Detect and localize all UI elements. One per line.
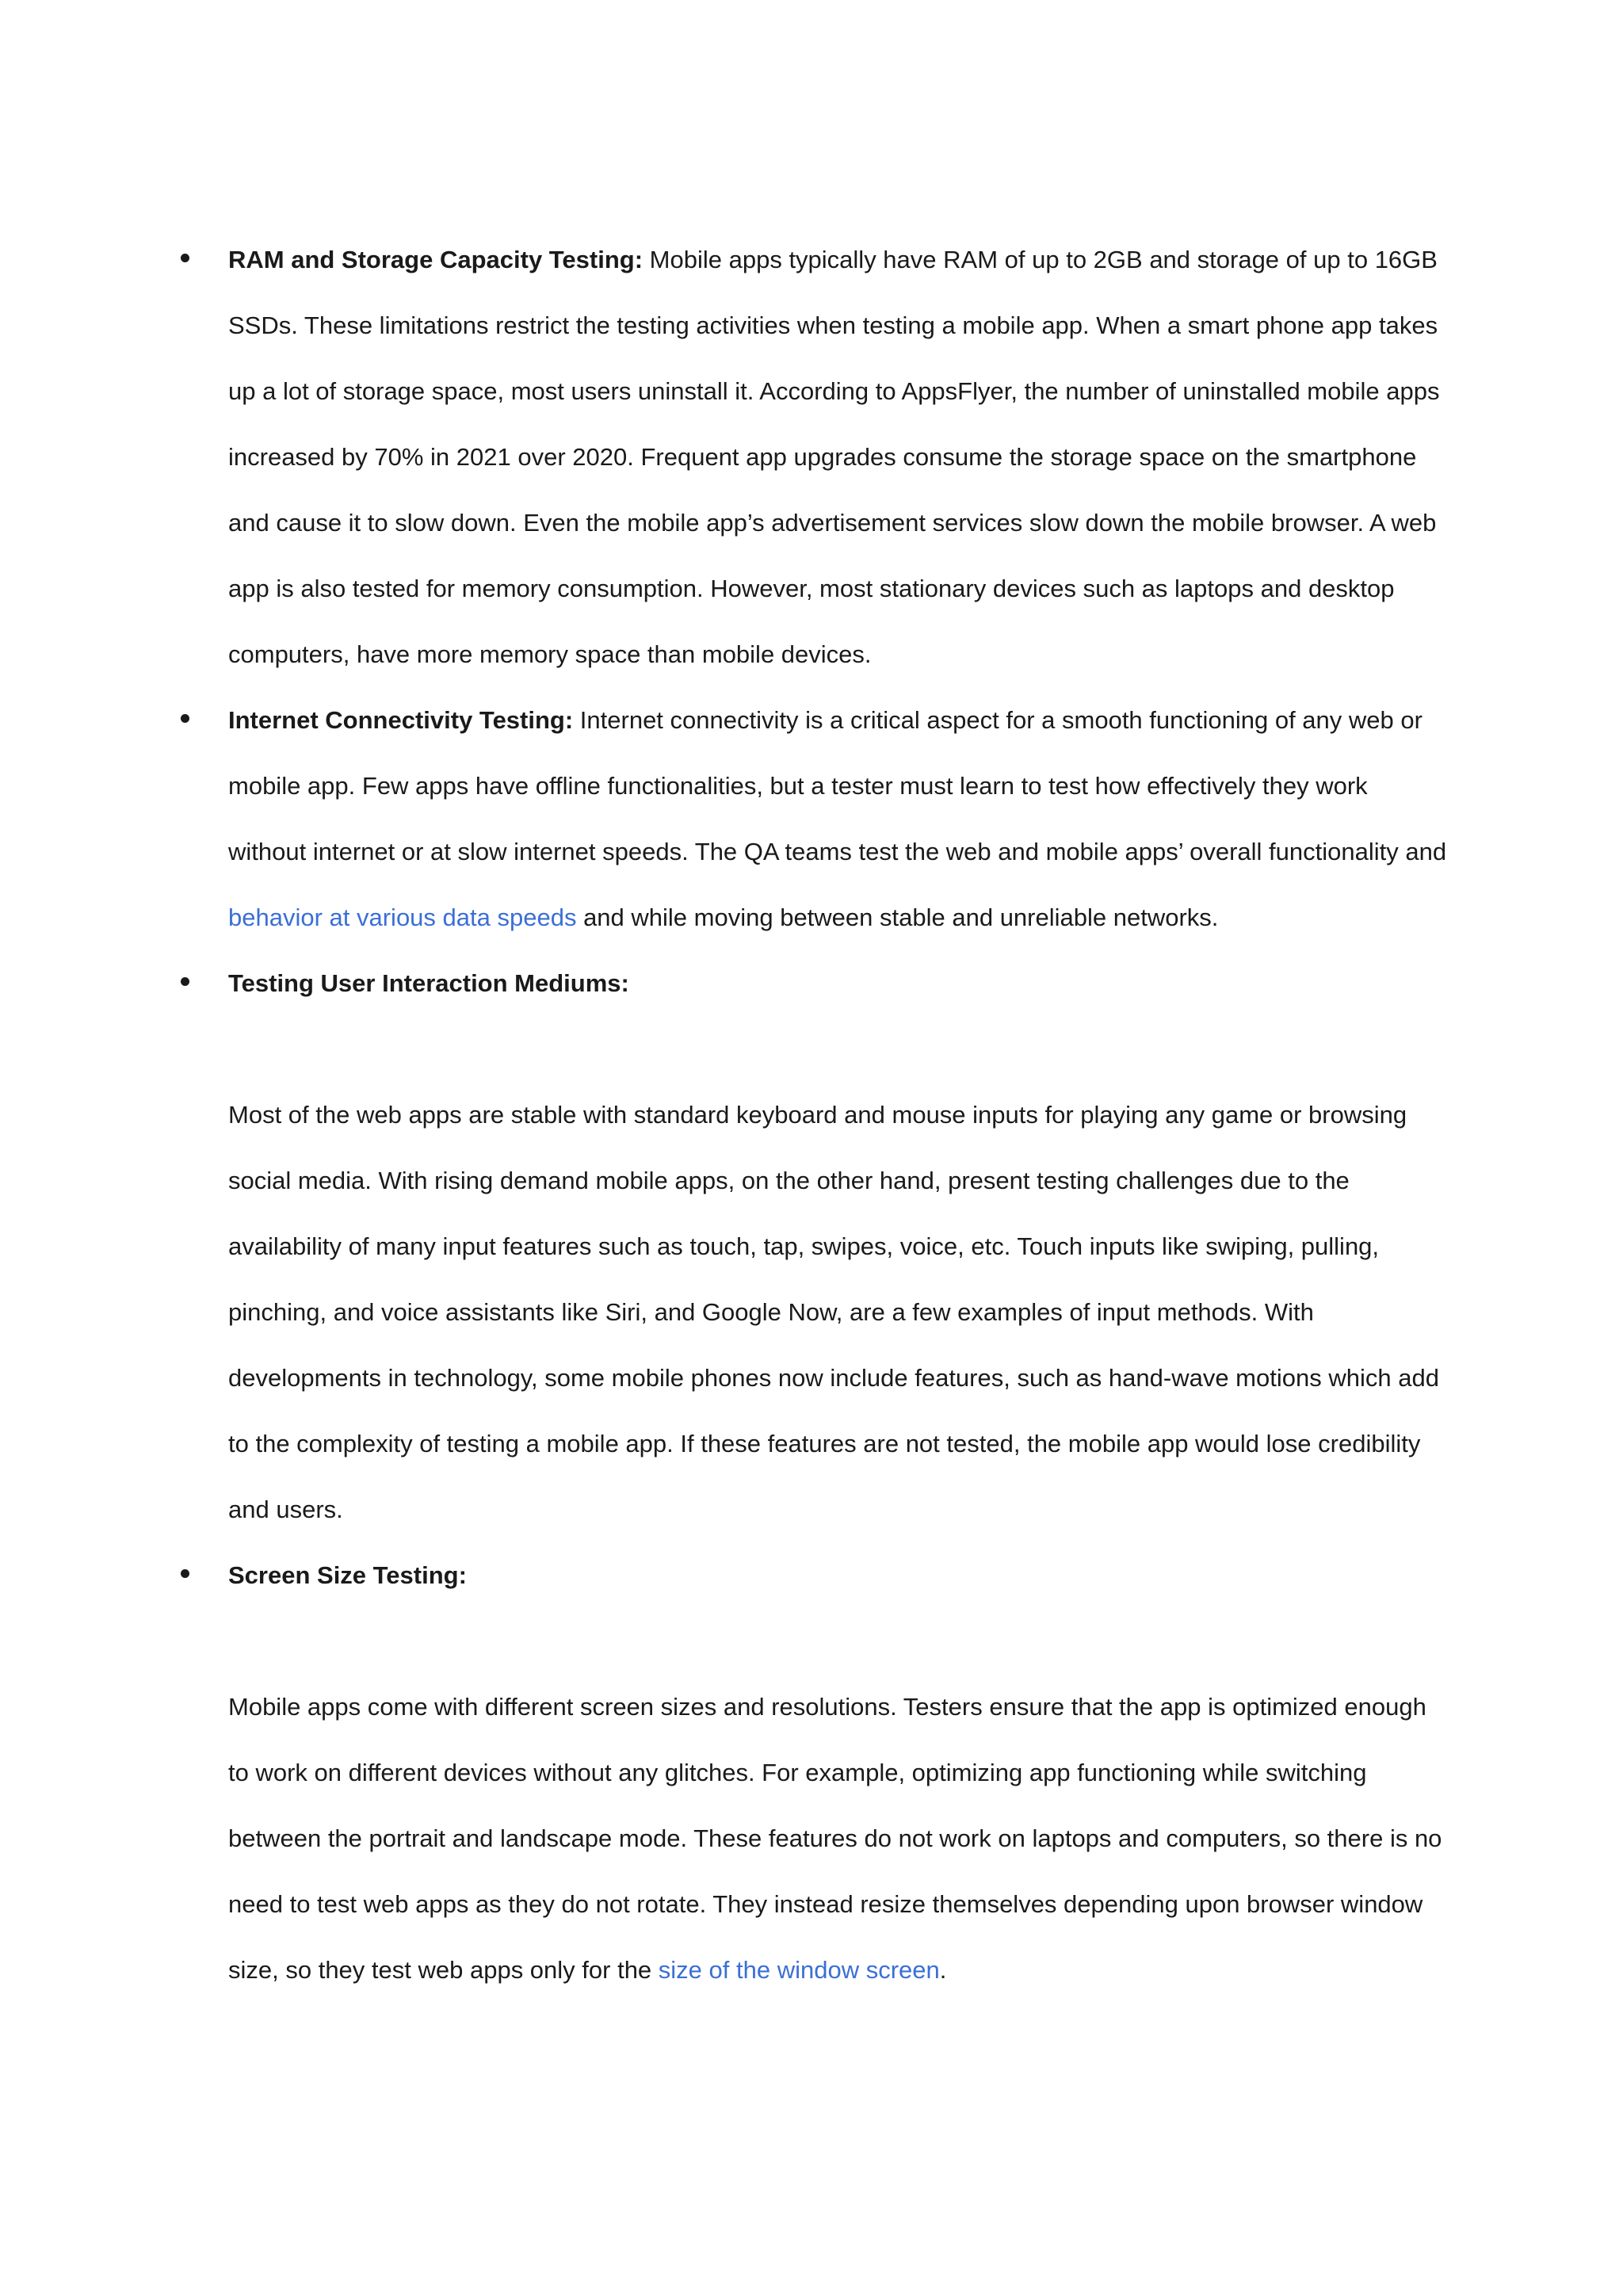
link-window-screen-size[interactable]: size of the window screen xyxy=(658,1956,940,1984)
blank-line xyxy=(182,1016,1434,1082)
blank-line xyxy=(182,1608,1434,1674)
bullet-item-internet-connectivity xyxy=(182,687,1447,950)
paragraph-internet-connectivity xyxy=(228,687,1449,950)
text-screen-size-after-link: . xyxy=(939,1956,947,1984)
heading-internet-connectivity: Internet Connectivity Testing: xyxy=(228,706,574,734)
paragraph-user-interaction-body: Most of the web apps are stable with standard keyboard and mouse inputs for playing any game or browsing social media. With rising demand mobile apps, on the other hand, present testing challenges due to the availability of many input features such as touch, tap, swipes, voice, etc. Touch inputs like swiping, pulling, pinching, and voice assistants like Siri, and Google Now, are a few examples of input methods. With developments in technology, some mobile phones now include features, such as hand-wave motions which add to the complexity of testing a mobile app. If these features are not tested, the mobile app would lose credibility and users. xyxy=(228,1101,1439,1523)
bullet-dot-icon xyxy=(181,950,204,1016)
text-internet-connectivity-after-link: and while moving between stable and unreliable networks. xyxy=(576,904,1219,931)
link-data-speeds[interactable]: behavior at various data speeds xyxy=(228,904,577,931)
bullet-dot-icon xyxy=(181,687,204,753)
bullet-item-user-interaction xyxy=(182,950,1434,1016)
heading-screen-size: Screen Size Testing: xyxy=(228,1561,467,1589)
bullet-dot-icon xyxy=(181,1542,204,1608)
heading-ram-storage: RAM and Storage Capacity Testing: xyxy=(228,246,643,273)
bullet-dot-icon xyxy=(181,227,204,292)
text-internet-connectivity-before-link: Internet connectivity is a critical aspect for a smooth functioning of any web or mobile app. Few apps have offline functionalities, but a tester must learn to test how effectively they work without internet or at slow internet speeds. The QA teams test the web and mobile apps’ overall functionality and xyxy=(228,706,1447,865)
bullet-item-screen-size xyxy=(182,1542,1434,1608)
bullet-item-ram-storage xyxy=(182,227,1440,687)
paragraph-ram-storage xyxy=(228,227,1449,687)
heading-user-interaction: Testing User Interaction Mediums: xyxy=(228,969,629,997)
paragraph-user-interaction-heading xyxy=(228,950,1449,1016)
paragraph-screen-size-heading xyxy=(228,1542,1449,1608)
text-ram-storage: Mobile apps typically have RAM of up to 2GB and storage of up to 16GB SSDs. These limitations restrict the testing activities when testing a mobile app. When a smart phone app takes up a lot of storage space, most users uninstall it. According to AppsFlyer, the number of uninstalled mobile apps increased by 70% in 2021 over 2020. Frequent app upgrades consume the storage space on the smartphone and cause it to slow down. Even the mobile app’s advertisement services slow down the mobile browser. A web app is also tested for memory consumption. However, most stationary devices such as laptops and desktop computers, have more memory space than mobile devices. xyxy=(228,246,1440,668)
text-screen-size-before-link: Mobile apps come with different screen sizes and resolutions. Testers ensure that the app is optimized enough to work on different devices without any glitches. For example, optimizing app functioning while switching between the portrait and landscape mode. These features do not work on laptops and computers, so there is no need to test web apps as they do not rotate. They instead resize themselves depending upon browser window size, so they test web apps only for the xyxy=(228,1693,1442,1984)
document-body xyxy=(182,227,1447,2003)
paragraph-screen-size-body xyxy=(228,1674,1449,2003)
